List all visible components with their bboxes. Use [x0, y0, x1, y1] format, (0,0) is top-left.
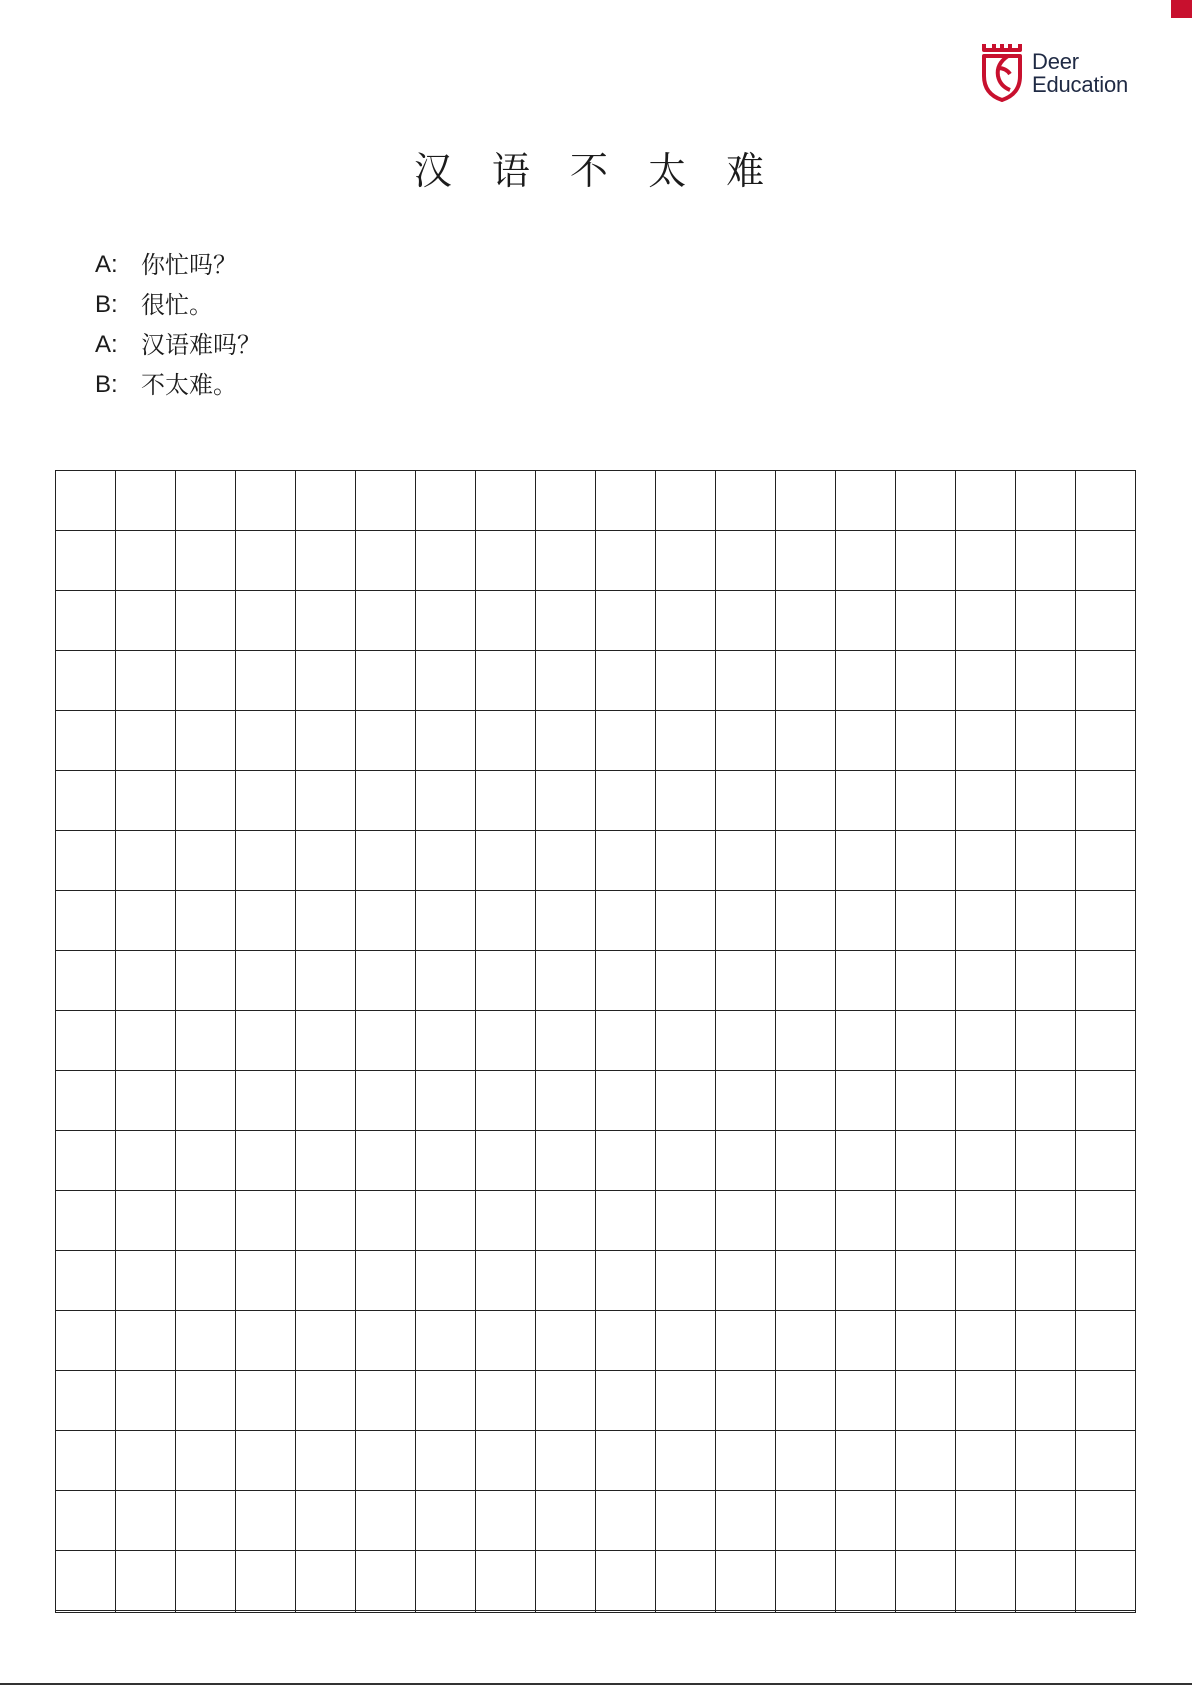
- dialogue-text: 不太难。: [141, 371, 237, 399]
- brand-name-line2: Education: [1032, 72, 1129, 97]
- dialogue-speaker: B:: [95, 371, 118, 398]
- dialogue-text: 你忙吗？: [141, 251, 237, 279]
- brand-name-line1: Deer: [1032, 49, 1079, 74]
- dialogue-speaker: B:: [95, 291, 118, 318]
- dialogue-list: [95, 248, 261, 408]
- dialogue-text: 汉语难吗？: [141, 331, 261, 359]
- dialogue-line: [95, 248, 261, 288]
- dialogue-speaker: A:: [95, 331, 118, 358]
- dialogue-speaker: A:: [95, 251, 118, 278]
- character-practice-grid: [55, 470, 1136, 1613]
- page-title: 汉 语 不 太 难: [413, 149, 779, 193]
- dialogue-line: [95, 368, 261, 408]
- deer-crest-icon: [980, 42, 1024, 104]
- dialogue-line: [95, 328, 261, 368]
- corner-accent-mark: [1171, 0, 1192, 18]
- brand-logo: [980, 42, 1128, 104]
- dialogue-text: 很忙。: [141, 291, 213, 319]
- dialogue-line: [95, 288, 261, 328]
